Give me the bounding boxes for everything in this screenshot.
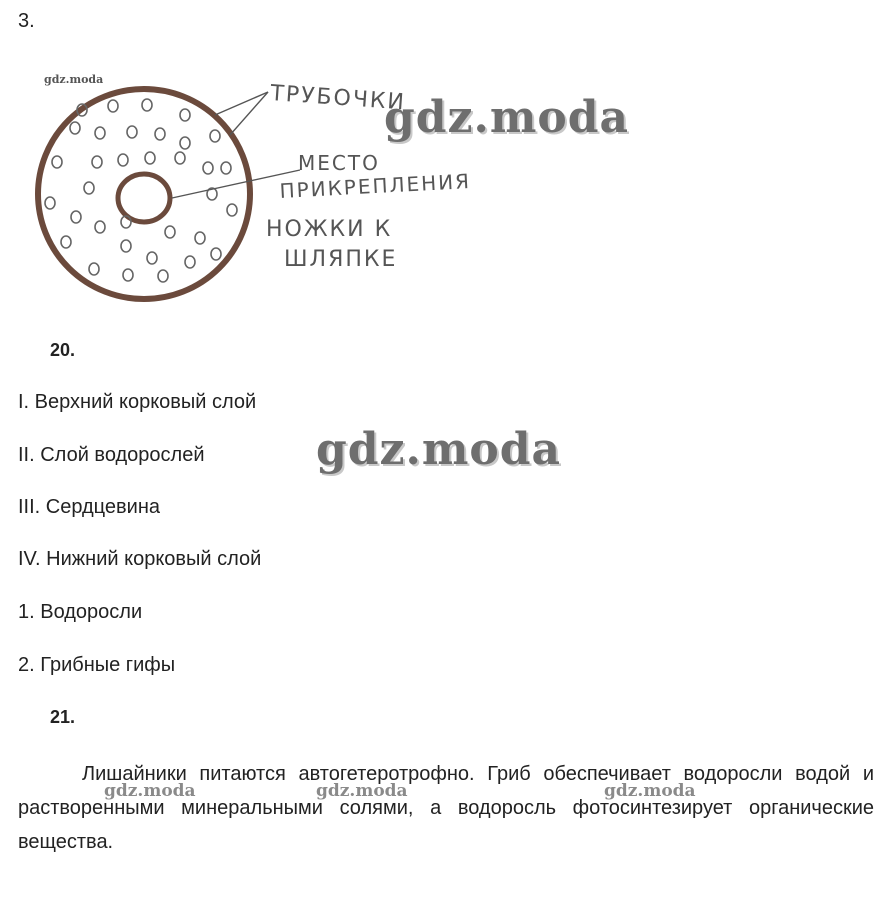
label-attachment-1: МЕСТО bbox=[298, 151, 380, 175]
watermark-bottom-1: gdz.moda bbox=[104, 781, 196, 801]
section-20-item: 2. Грибные гифы bbox=[18, 654, 176, 676]
section-20-number: 20. bbox=[50, 340, 76, 360]
label-tubes: ТРУБОЧКИ bbox=[269, 81, 407, 116]
cap-outer-ring bbox=[38, 89, 250, 299]
section-20-item: I. Верхний корковый слой bbox=[18, 391, 257, 413]
label-attachment-4: ШЛЯПКЕ bbox=[284, 247, 398, 272]
stem-attachment-ring bbox=[118, 174, 170, 222]
item-number: 3. bbox=[18, 10, 35, 32]
section-20-item: III. Сердцевина bbox=[18, 496, 161, 518]
drawing-watermark: gdz.moda bbox=[44, 73, 104, 86]
label-attachment-3: НОЖКИ К bbox=[266, 217, 393, 242]
section-21-text: Лишайники питаются автогетеротрофно. Гриб обеспечивает водоросли водой и растворенными минеральными солями, а водоросль фотосинтезирует органические вещества. bbox=[18, 763, 874, 853]
section-20-item: 1. Водоросли bbox=[18, 601, 143, 623]
section-21-number: 21. bbox=[50, 707, 76, 727]
label-attachment-2: ПРИКРЕПЛЕНИЯ bbox=[279, 168, 472, 203]
section-20-item: IV. Нижний корковый слой bbox=[18, 548, 262, 570]
watermark-middle: gdz.moda bbox=[316, 424, 562, 475]
section-20-item: II. Слой водорослей bbox=[18, 444, 205, 466]
watermark-bottom-3: gdz.moda bbox=[604, 781, 696, 801]
watermark-bottom-2: gdz.moda bbox=[316, 781, 408, 801]
watermark-top: gdz.moda bbox=[384, 92, 630, 143]
